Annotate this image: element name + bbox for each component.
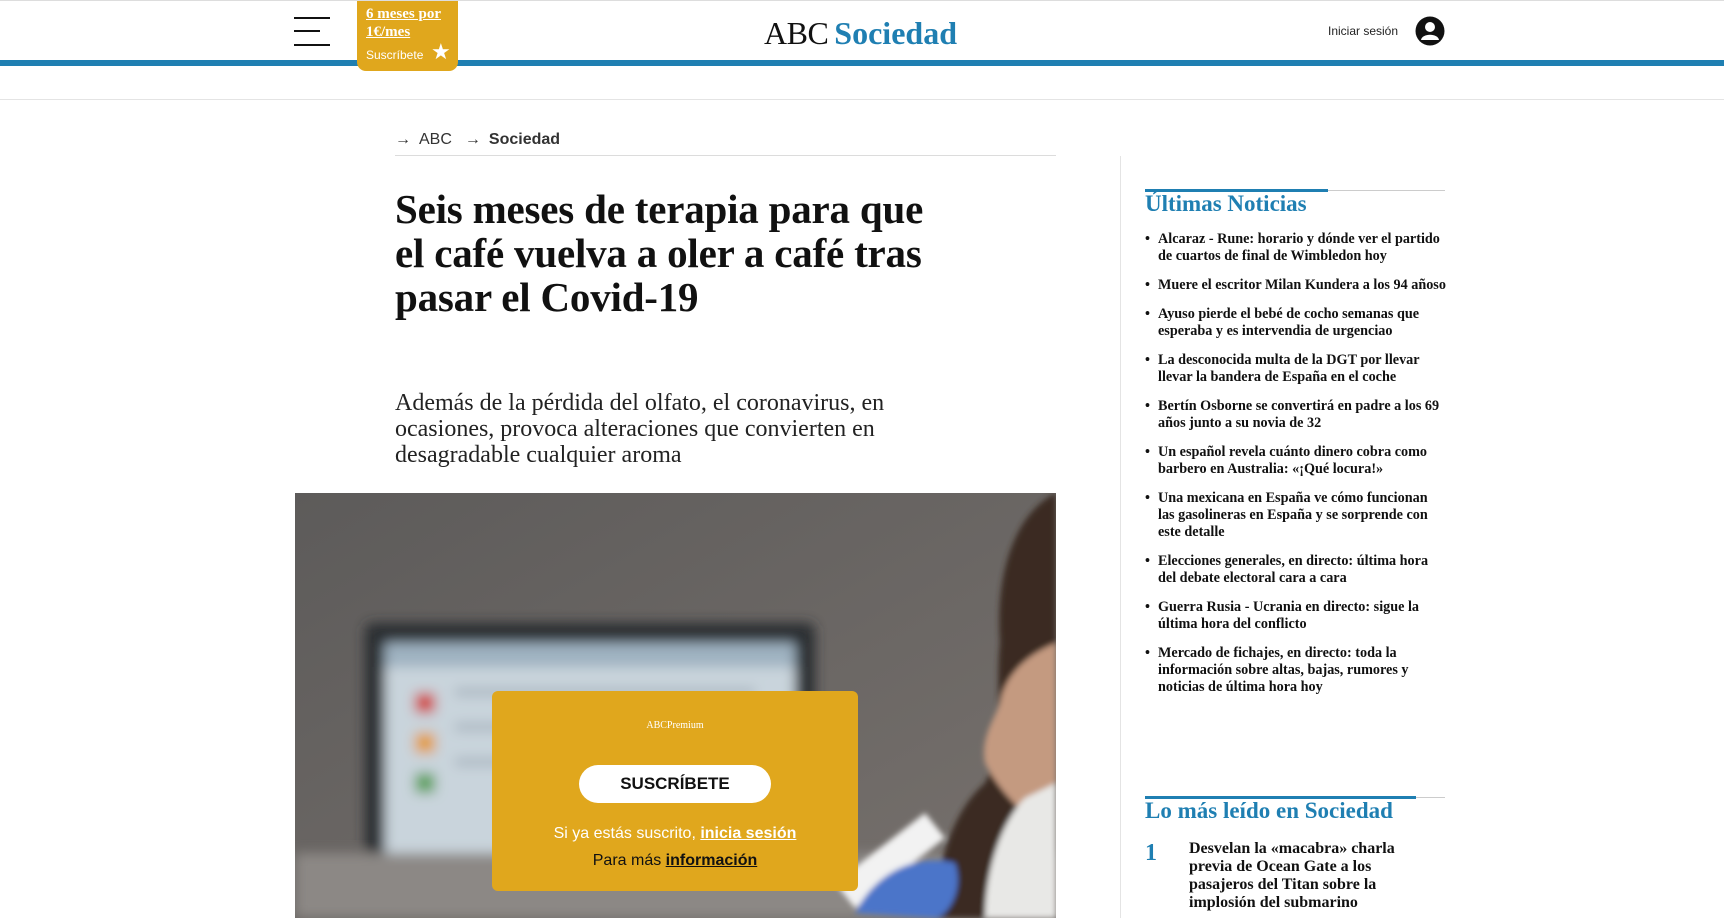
user-icon[interactable]: [1415, 16, 1445, 46]
menu-icon[interactable]: [294, 16, 330, 48]
breadcrumb: [395, 131, 1056, 156]
login-link[interactable]: Iniciar sesión: [1328, 24, 1399, 38]
arrow-right-icon: →: [395, 131, 411, 148]
latest-news-item[interactable]: • Mercado de fichajes, en directo: toda la información sobre altas, bajas, rumores y noticias de última hora hoy: [1145, 645, 1409, 695]
article-headline: Seis meses de terapia para que el café vuelva a oler a café tras pasar el Covid-19: [395, 186, 924, 320]
breadcrumb-item-abc[interactable]: ABC: [419, 131, 452, 148]
subscription-promo[interactable]: [357, 1, 458, 71]
most-read-title-text[interactable]: Desvelan la «macabra» charla previa de Ocean Gate a los pasajeros del Titan sobre la implosión del submarino: [1189, 840, 1395, 911]
premium-logo: ABCPremium: [646, 720, 704, 731]
latest-news-item[interactable]: • Bertín Osborne se convertirá en padre a los 69 años junto a su novia de 32: [1145, 398, 1440, 431]
latest-news-item[interactable]: • Una mexicana en España ve cómo funcionan las gasolineras en España y se sorprende con este detalle: [1145, 490, 1428, 540]
paywall-card: [492, 691, 858, 891]
most-read-rank: 1: [1145, 840, 1157, 866]
article-subheadline: Además de la pérdida del olfato, el coronavirus, en ocasiones, provoca alteraciones que convierten en desagradable cualquier aroma: [395, 390, 885, 468]
latest-news-item[interactable]: • La desconocida multa de la DGT por llevar llevar la bandera de España en el coche: [1145, 352, 1420, 385]
star-icon: ★: [431, 39, 451, 64]
breadcrumb-item-sociedad[interactable]: Sociedad: [488, 131, 561, 148]
site-logo[interactable]: [764, 15, 957, 52]
promo-subscribe-label[interactable]: Suscríbete: [366, 48, 424, 62]
paywall-info-prefix: Para más: [592, 852, 666, 869]
latest-news-list: [1145, 231, 1447, 708]
arrow-right-icon: →: [464, 131, 481, 148]
latest-news-item[interactable]: • Muere el escritor Milan Kundera a los 94 añoso: [1145, 277, 1446, 293]
promo-offer-text[interactable]: 6 meses por 1€/mes: [366, 6, 441, 40]
latest-news-title: Últimas Noticias: [1145, 191, 1307, 216]
latest-news-item[interactable]: • Ayuso pierde el bebé de cocho semanas que esperaba y es intervendia de urgenciao: [1145, 306, 1420, 339]
brand-name: ABC: [764, 15, 829, 51]
paywall-login-line: [492, 825, 858, 843]
brand-section: Sociedad: [834, 15, 957, 51]
latest-news-item[interactable]: • Elecciones generales, en directo: última hora del debate electoral cara a cara: [1145, 553, 1429, 586]
paywall-login-link[interactable]: inicia sesión: [700, 825, 797, 842]
site-header: [0, 0, 1724, 62]
paywall-login-prefix: Si ya estás suscrito,: [553, 825, 701, 842]
paywall-info-line: [492, 852, 858, 870]
latest-news-item[interactable]: • Un español revela cuánto dinero cobra como barbero en Australia: «¡Qué locura!»: [1145, 444, 1428, 477]
header-subbar: [0, 66, 1724, 100]
latest-news-item[interactable]: • Alcaraz - Rune: horario y dónde ver el partido de cuartos de final de Wimbledon hoy: [1145, 231, 1440, 264]
sidebar-divider: [1120, 156, 1121, 918]
paywall-info-link[interactable]: información: [665, 852, 758, 869]
most-read-title: Lo más leído en Sociedad: [1145, 798, 1393, 823]
subscribe-button[interactable]: SUSCRÍBETE: [579, 765, 771, 803]
latest-news-item[interactable]: • Guerra Rusia - Ucrania en directo: sigue la última hora del conflicto: [1145, 599, 1419, 632]
